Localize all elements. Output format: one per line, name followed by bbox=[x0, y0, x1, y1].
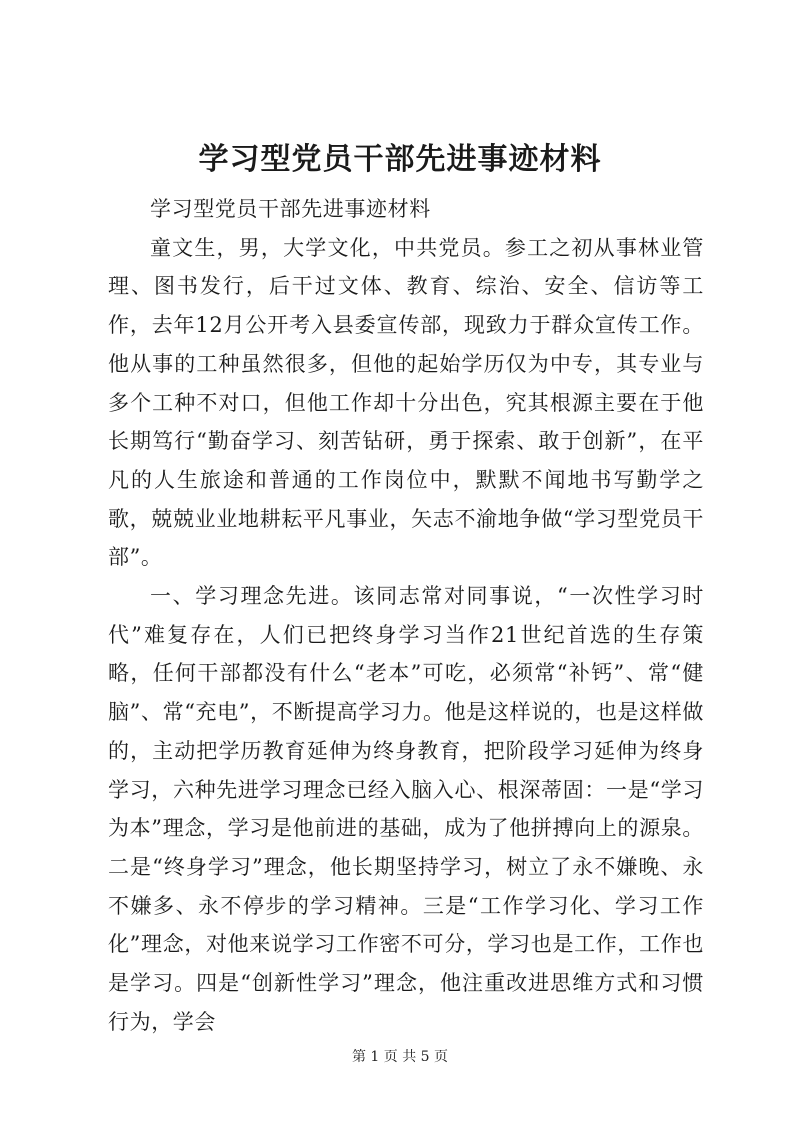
body-paragraph: 一、学习理念先进。该同志常对同事说，“一次性学习时代”难复存在，人们已把终身学习当作21世纪首选的生存策略，任何干部都没有什么“老本”可吃，必须常“补钙”、常“健脑”、常“充电”，不断提高学习力。他是这样说的，也是这样做的，主动把学历教育延伸为终身教育，把阶段学习延伸为终身学习，六种先进学习理念已经入脑入心、根深蒂固：一是“学习为本”理念，学习是他前进的基础，成为了他拼搏向上的源泉。二是“终身学习”理念，他长期坚持学习，树立了永不嫌晚、永不嫌多、永不停步的学习精神。三是“工作学习化、学习工作化”理念，对他来说学习工作密不可分，学习也是工作，工作也是学习。四是“创新性学习”理念，他注重改进思维方式和习惯行为，学会 bbox=[108, 584, 704, 1034]
document-body bbox=[108, 190, 704, 1041]
document-title: 学习型党员干部先进事迹材料 bbox=[198, 142, 602, 177]
subtitle-paragraph: 学习型党员干部先进事迹材料 bbox=[150, 197, 431, 221]
page-footer bbox=[0, 1047, 800, 1067]
page-number: 第 1 页 共 5 页 bbox=[351, 1049, 449, 1065]
body-paragraph: 童文生，男，大学文化，中共党员。参工之初从事林业管理、图书发行，后干过文体、教育、综治、安全、信访等工作，去年12月公开考入县委宣传部，现致力于群众宣传工作。他从事的工种虽然很多，但他的起始学历仅为中专，其专业与多个工种不对口，但他工作却十分出色，究其根源主要在于他长期笃行“勤奋学习、刻苦钻研，勇于探索、敢于创新”，在平凡的人生旅途和普通的工作岗位中，默默不闻地书写勤学之歌，兢兢业业地耕耘平凡事业，矢志不渝地争做“学习型党员干部”。 bbox=[108, 235, 704, 570]
